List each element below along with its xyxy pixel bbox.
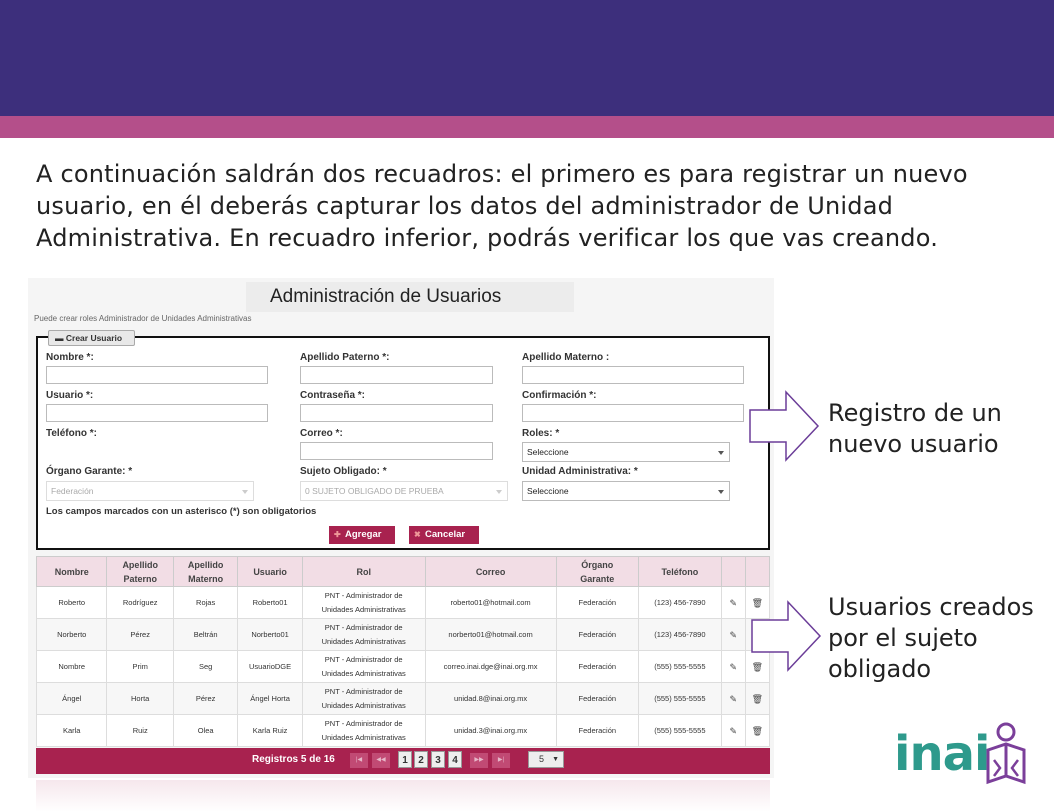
legend-label: Crear Usuario <box>65 333 123 343</box>
cell-telefono: (123) 456-7890 <box>639 619 722 651</box>
cell-usuario: Karla Ruiz <box>238 715 302 747</box>
edit-icon[interactable]: ✎ <box>721 715 745 747</box>
organo-garante-select <box>46 481 254 501</box>
agregar-label: Agregar <box>345 529 382 540</box>
crear-usuario-toggle[interactable] <box>48 330 135 346</box>
col-apellido-materno[interactable] <box>173 557 237 587</box>
cell-rol <box>302 619 425 651</box>
confirmacion-label: Confirmación *: <box>522 390 597 401</box>
contrasena-label: Contraseña *: <box>300 390 366 401</box>
sujeto-obligado-value: 0 SUJETO OBLIGADO DE PRUEBA <box>305 486 444 496</box>
cell-usuario: Norberto01 <box>238 619 302 651</box>
cell-rol-line2: Unidades Administrativas <box>321 732 406 742</box>
cell-correo: roberto01@hotmail.com <box>425 587 556 619</box>
telefono-label: Teléfono *: <box>46 428 97 439</box>
cell-rol <box>302 651 425 683</box>
roles-select[interactable] <box>522 442 730 462</box>
sujeto-obligado-select <box>300 481 508 501</box>
cell-usuario: UsuarioDGE <box>238 651 302 683</box>
cell-correo: norberto01@hotmail.com <box>425 619 556 651</box>
cancel-icon: ✖ <box>414 530 421 539</box>
confirmacion-input[interactable] <box>522 404 744 422</box>
edit-icon[interactable]: ✎ <box>721 683 745 715</box>
prev-page-button[interactable]: ◀◀ <box>372 753 390 768</box>
cell-rol-line2: Unidades Administrativas <box>321 700 406 710</box>
plus-icon: ✚ <box>334 530 341 539</box>
trash-icon[interactable]: 🗑 <box>745 651 769 683</box>
roles-label: Roles: * <box>522 428 560 439</box>
usuario-label: Usuario *: <box>46 390 94 401</box>
cell-apellido-paterno: Ruiz <box>107 715 173 747</box>
trash-icon[interactable]: 🗑 <box>745 587 769 619</box>
next-page-button[interactable]: ▶▶ <box>470 753 488 768</box>
table-row[interactable] <box>37 683 770 715</box>
correo-input[interactable] <box>300 442 493 460</box>
cell-apellido-materno: Olea <box>173 715 237 747</box>
table-row[interactable] <box>37 715 770 747</box>
col-telefono[interactable]: Teléfono <box>639 557 722 587</box>
callout-usuarios-line2: por el sujeto <box>828 624 978 652</box>
cell-apellido-materno: Pérez <box>173 683 237 715</box>
pager-reflection <box>36 780 770 812</box>
edit-icon[interactable]: ✎ <box>721 587 745 619</box>
cancelar-label: Cancelar <box>425 529 466 540</box>
col-apellido-paterno[interactable] <box>107 557 173 587</box>
callout-usuarios <box>828 592 1034 685</box>
caret-down-icon <box>242 490 248 494</box>
page-size-select[interactable] <box>528 751 564 768</box>
logo-text: inai <box>894 726 990 782</box>
col-apellido-paterno-line2: Paterno <box>123 573 157 584</box>
cell-rol-line1: PNT - Administrador de <box>324 622 403 632</box>
cell-telefono: (555) 555-5555 <box>639 715 722 747</box>
edit-icon[interactable]: ✎ <box>721 619 745 651</box>
cell-telefono: (555) 555-5555 <box>639 683 722 715</box>
unidad-administrativa-value: Seleccione <box>527 486 569 496</box>
accent-band <box>0 116 1054 138</box>
table-row[interactable] <box>37 619 770 651</box>
col-organo-garante[interactable] <box>556 557 639 587</box>
apellido-paterno-input[interactable] <box>300 366 493 384</box>
cell-usuario: Ángel Horta <box>238 683 302 715</box>
page-subtitle: Puede crear roles Administrador de Unidades Administrativas <box>34 314 252 323</box>
caret-down-icon <box>496 490 502 494</box>
page-title: Administración de Usuarios <box>246 282 574 312</box>
caret-down-icon <box>718 490 724 494</box>
callout-registro-line1: Registro de un <box>828 399 1002 427</box>
cell-rol-line1: PNT - Administrador de <box>324 686 403 696</box>
caret-down-icon: ▼ <box>552 756 559 763</box>
pager <box>36 748 770 774</box>
cell-rol-line1: PNT - Administrador de <box>324 718 403 728</box>
cell-apellido-paterno: Rodríguez <box>107 587 173 619</box>
arrow-right-icon <box>750 600 822 672</box>
cell-telefono: (555) 555-5555 <box>639 651 722 683</box>
cell-rol <box>302 715 425 747</box>
book-person-icon <box>984 720 1028 788</box>
cell-apellido-materno: Beltrán <box>173 619 237 651</box>
minus-icon: ▬ <box>55 333 66 343</box>
cell-organo-garante: Federación <box>556 651 639 683</box>
cell-nombre: Roberto <box>37 587 107 619</box>
header-band <box>0 0 1054 116</box>
col-apellido-materno-line1: Apellido <box>187 559 224 570</box>
callout-registro <box>828 398 1002 460</box>
edit-icon[interactable]: ✎ <box>721 651 745 683</box>
page-size-value: 5 <box>539 754 545 764</box>
col-usuario[interactable]: Usuario <box>238 557 302 587</box>
col-organo-line2: Garante <box>580 573 615 584</box>
table-row[interactable] <box>37 587 770 619</box>
cell-organo-garante: Federación <box>556 683 639 715</box>
cell-organo-garante: Federación <box>556 587 639 619</box>
col-rol[interactable]: Rol <box>302 557 425 587</box>
cell-telefono: (123) 456-7890 <box>639 587 722 619</box>
cell-apellido-paterno: Pérez <box>107 619 173 651</box>
cell-rol <box>302 587 425 619</box>
usuario-input[interactable] <box>46 404 268 422</box>
cell-rol-line2: Unidades Administrativas <box>321 604 406 614</box>
cell-nombre: Ángel <box>37 683 107 715</box>
col-apellido-materno-line2: Materno <box>188 573 224 584</box>
trash-icon[interactable]: 🗑 <box>745 715 769 747</box>
cell-organo-garante: Federación <box>556 715 639 747</box>
required-note: Los campos marcados con un asterisco (*) son obligatorios <box>46 506 317 517</box>
cell-rol-line1: PNT - Administrador de <box>324 654 403 664</box>
cell-usuario: Roberto01 <box>238 587 302 619</box>
col-delete <box>745 557 769 587</box>
col-organo-line1: Órgano <box>581 559 614 570</box>
unidad-administrativa-label: Unidad Administrativa: * <box>522 466 638 477</box>
callout-registro-line2: nuevo usuario <box>828 430 999 458</box>
cell-apellido-paterno: Prim <box>107 651 173 683</box>
trash-icon[interactable]: 🗑 <box>745 683 769 715</box>
contrasena-input[interactable] <box>300 404 493 422</box>
nombre-label: Nombre *: <box>46 352 94 363</box>
cell-apellido-materno: Rojas <box>173 587 237 619</box>
cell-correo: unidad.8@inai.org.mx <box>425 683 556 715</box>
page-2[interactable]: 2 <box>414 751 428 768</box>
cell-nombre: Karla <box>37 715 107 747</box>
cell-rol <box>302 683 425 715</box>
cell-nombre: Nombre <box>37 651 107 683</box>
correo-label: Correo *: <box>300 428 343 439</box>
screenshot-panel <box>28 278 774 778</box>
agregar-button[interactable] <box>329 526 395 544</box>
col-edit <box>721 557 745 587</box>
page-1[interactable]: 1 <box>398 751 412 768</box>
users-table <box>36 556 770 747</box>
cell-organo-garante: Federación <box>556 619 639 651</box>
col-apellido-paterno-line1: Apellido <box>122 559 158 570</box>
cell-apellido-paterno: Horta <box>107 683 173 715</box>
cell-rol-line1: PNT - Administrador de <box>324 590 403 600</box>
table-header-row <box>37 557 770 587</box>
col-nombre[interactable]: Nombre <box>37 557 107 587</box>
sujeto-obligado-label: Sujeto Obligado: * <box>300 466 387 477</box>
table-row[interactable] <box>37 651 770 683</box>
cell-correo: unidad.3@inai.org.mx <box>425 715 556 747</box>
page-3[interactable]: 3 <box>431 751 445 768</box>
page-4[interactable]: 4 <box>448 751 462 768</box>
last-page-button[interactable]: ▶| <box>492 753 510 768</box>
organo-garante-value: Federación <box>51 486 94 496</box>
col-correo[interactable]: Correo <box>425 557 556 587</box>
create-user-form <box>36 333 770 550</box>
unidad-administrativa-select[interactable] <box>522 481 730 501</box>
inai-logo <box>894 720 1034 790</box>
apellido-materno-input[interactable] <box>522 366 744 384</box>
cell-correo: correo.inai.dge@inai.org.mx <box>425 651 556 683</box>
first-page-button[interactable]: |◀ <box>350 753 368 768</box>
cell-apellido-materno: Seg <box>173 651 237 683</box>
apellido-paterno-label: Apellido Paterno *: <box>300 352 390 363</box>
records-count: Registros 5 de 16 <box>252 754 335 765</box>
organo-garante-label: Órgano Garante: * <box>46 466 133 477</box>
callout-usuarios-line3: obligado <box>828 655 932 683</box>
cell-rol-line2: Unidades Administrativas <box>321 668 406 678</box>
cell-nombre: Norberto <box>37 619 107 651</box>
cancelar-button[interactable] <box>409 526 479 544</box>
cell-rol-line2: Unidades Administrativas <box>321 636 406 646</box>
intro-text: A continuación saldrán dos recuadros: el primero es para registrar un nuevo usuario, en él deberás capturar los datos del administrador de Unidad Administrativa. En recuadro inferior, podrás verificar los que vas creando. <box>36 160 968 252</box>
callout-usuarios-line1: Usuarios creados <box>828 593 1034 621</box>
nombre-input[interactable] <box>46 366 268 384</box>
arrow-right-icon <box>748 390 820 462</box>
caret-down-icon <box>718 451 724 455</box>
roles-value: Seleccione <box>527 447 569 457</box>
apellido-materno-label: Apellido Materno : <box>522 352 610 363</box>
